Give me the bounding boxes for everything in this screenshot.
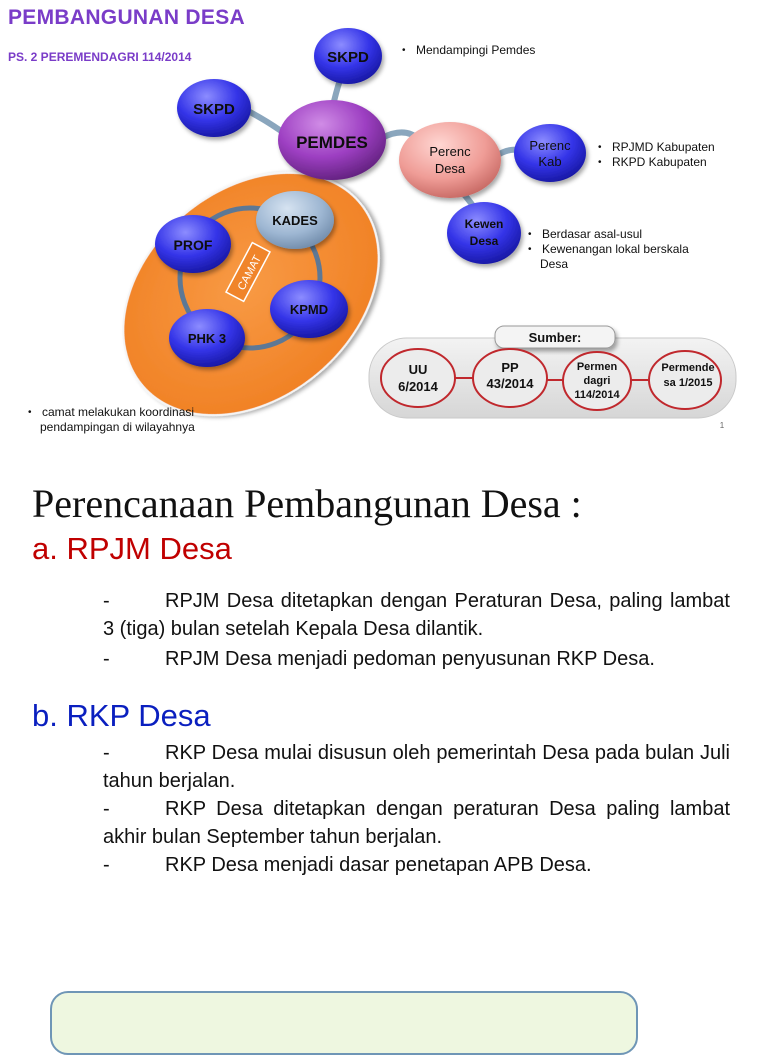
section-b-heading: b. RKP Desa (32, 698, 211, 733)
section-a-heading: a. RPJM Desa (32, 531, 232, 566)
svg-text:6/2014: 6/2014 (398, 379, 438, 394)
node-skpd-left (177, 79, 251, 137)
source-uu (381, 349, 455, 407)
node-perenc-desa-line1: Perenc (429, 144, 471, 159)
node-kpmd-label: KPMD (289, 302, 329, 317)
node-prof (155, 215, 231, 273)
node-perenc-desa (399, 122, 501, 198)
node-kpmd (270, 280, 348, 338)
node-kewen-desa-line2: Desa (469, 234, 499, 248)
svg-text:sa 1/2015: sa 1/2015 (663, 377, 713, 389)
node-phk3 (169, 309, 245, 367)
document-title: Perencanaan Pembangunan Desa : (32, 481, 582, 526)
node-skpd-top (314, 28, 382, 84)
svg-text:Permende: Permende (661, 362, 715, 374)
slide-title: PEMBANGUNAN DESA (8, 6, 245, 29)
node-skpd-top-label: SKPD (327, 49, 369, 66)
node-perenc-kab-line1: Perenc (529, 138, 571, 153)
source-pp (473, 349, 547, 407)
svg-text:UU: UU (408, 362, 428, 377)
node-perenc-kab-line2: Kab (538, 154, 562, 169)
node-prof-label: PROF (173, 237, 213, 253)
org-diagram (0, 0, 768, 450)
sources-panel (369, 326, 736, 418)
svg-text:114/2014: 114/2014 (574, 389, 620, 401)
section-b-item-2: - RKP Desa ditetapkan dengan peraturan Desa paling lambat akhir bulan September tahun berjalan. (103, 798, 730, 848)
section-a-item-1: - RPJM Desa ditetapkan dengan Peraturan Desa, paling lambat 3 (tiga) bulan setelah Kepala Desa dilantik. (103, 590, 730, 640)
svg-text:43/2014: 43/2014 (486, 376, 534, 391)
node-perenc-desa-line2: Desa (434, 161, 466, 176)
svg-text:Permen: Permen (576, 361, 618, 373)
node-pemdes-label: PEMDES (296, 133, 368, 152)
svg-text:PP: PP (501, 360, 519, 375)
note-kewen-desa: • Berdasar asal-usul • Kewenangan lokal berskala Desa (528, 227, 689, 271)
node-perenc-kab (514, 124, 586, 182)
sources-label: Sumber: (528, 330, 582, 345)
section-b-item-3: - RKP Desa menjadi dasar penetapan APB Desa. (103, 854, 592, 876)
node-kewen-desa-line1: Kewen (464, 217, 504, 231)
svg-text:dagri: dagri (583, 375, 611, 387)
page-number: 1 (719, 421, 725, 430)
note-camat: • camat melakukan koordinasi pendampingan di wilayahnya (28, 405, 195, 434)
source-permendagri (563, 352, 631, 410)
note-skpd: • Mendampingi Pemdes (402, 43, 536, 57)
node-kades (256, 191, 334, 249)
node-skpd-left-label: SKPD (193, 101, 235, 118)
section-a-item-2: - RPJM Desa menjadi pedoman penyusunan RKP Desa. (103, 648, 655, 670)
next-slide-box (50, 991, 638, 1055)
node-kades-label: KADES (272, 213, 318, 228)
node-pemdes (278, 100, 386, 180)
source-permendesa (649, 351, 721, 409)
node-kewen-desa (447, 202, 521, 264)
node-phk3-label: PHK 3 (187, 331, 227, 346)
camat-label: CAMAT (235, 253, 264, 293)
section-b-item-1: - RKP Desa mulai disusun oleh pemerintah Desa pada bulan Juli tahun berjalan. (103, 742, 730, 792)
slide-subtitle: PS. 2 PEREMENDAGRI 114/2014 (8, 50, 192, 64)
note-perenc-kab: • RPJMD Kabupaten • RKPD Kabupaten (598, 140, 715, 169)
